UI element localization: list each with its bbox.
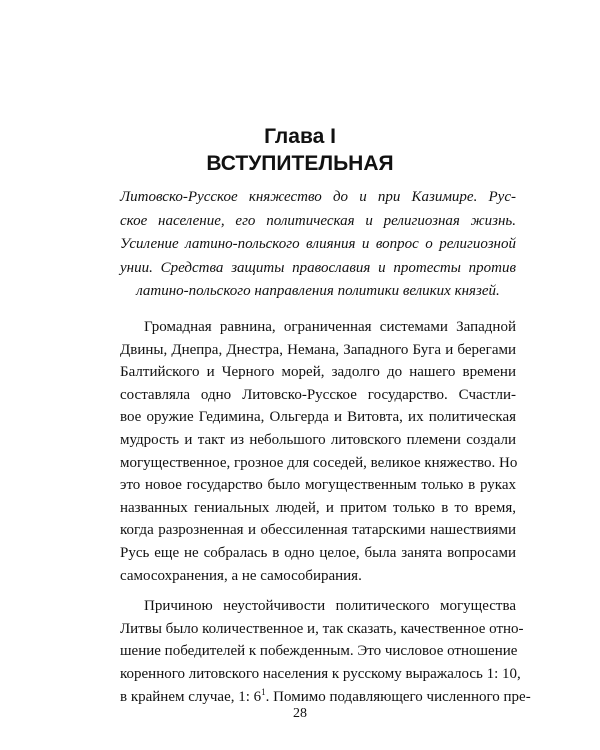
summary-line: Литовско-Русское княжество до и при Казимире. Рус- <box>120 189 516 205</box>
paragraph-text: . Помимо подавляющего численного пре- <box>265 688 531 705</box>
paragraph-line: шение победителей к побежденным. Это числовое отношение <box>120 643 518 660</box>
chapter-title: ВСТУПИТЕЛЬНАЯ <box>206 152 394 175</box>
paragraph-line: названных гениальных людей, и притом только в то время, <box>120 499 516 516</box>
paragraph-line: Громадная равнина, ограниченная системами Западной <box>144 319 516 335</box>
paragraph-line: Двины, Днепра, Днестра, Немана, Западного Буга и берегами <box>120 341 516 358</box>
paragraph-line: Балтийского и Черного морей, задолго до нашего времени <box>120 364 516 381</box>
paragraph-line: это новое государство было могущественным только в руках <box>120 477 516 494</box>
summary-line: Усиление латино-польского влияния и вопрос о религиозной <box>120 236 516 252</box>
paragraph-line: когда разрозненная и обессиленная татарскими нашествиями <box>120 522 516 539</box>
chapter-body <box>120 316 531 708</box>
paragraph-line: самосохранения, а не самособирания. <box>120 567 362 584</box>
paragraph-text: в крайнем случае, 1: 6 <box>120 688 262 705</box>
paragraph-line: составляла одно Литовско-Русское государство. Счастли- <box>120 386 516 403</box>
paragraph-line: Литвы было количественное и, так сказать, качественное отно- <box>120 620 524 637</box>
paragraph-line: коренного литовского населения к русскому выражалось 1: 10, <box>120 665 521 682</box>
page-number: 28 <box>293 706 307 721</box>
chapter-number: Глава I <box>264 125 336 148</box>
summary-line: латино-польского направления политики великих князей. <box>136 283 500 299</box>
paragraph-line: могущественное, грозное для соседей, великое княжество. Но <box>120 454 518 471</box>
paragraph-gap <box>120 587 516 595</box>
summary-line: ское население, его политическая и религиозная жизнь. <box>120 212 516 229</box>
paragraph-line: вое оружие Гедимина, Ольгерда и Витовта, их политическая <box>120 409 516 426</box>
chapter-summary <box>120 186 516 304</box>
paragraph-line: Причиною неустойчивости политического могущества <box>144 598 516 615</box>
footnote-mark[interactable]: 1 <box>261 686 266 697</box>
paragraph-line: мудрость и такт из небольшого литовского племени создали <box>120 431 516 448</box>
summary-line: унии. Средства защиты православия и протесты против <box>120 259 516 276</box>
paragraph-line: Русь еще не собралась в одно целое, была занята вопросами <box>120 544 516 561</box>
